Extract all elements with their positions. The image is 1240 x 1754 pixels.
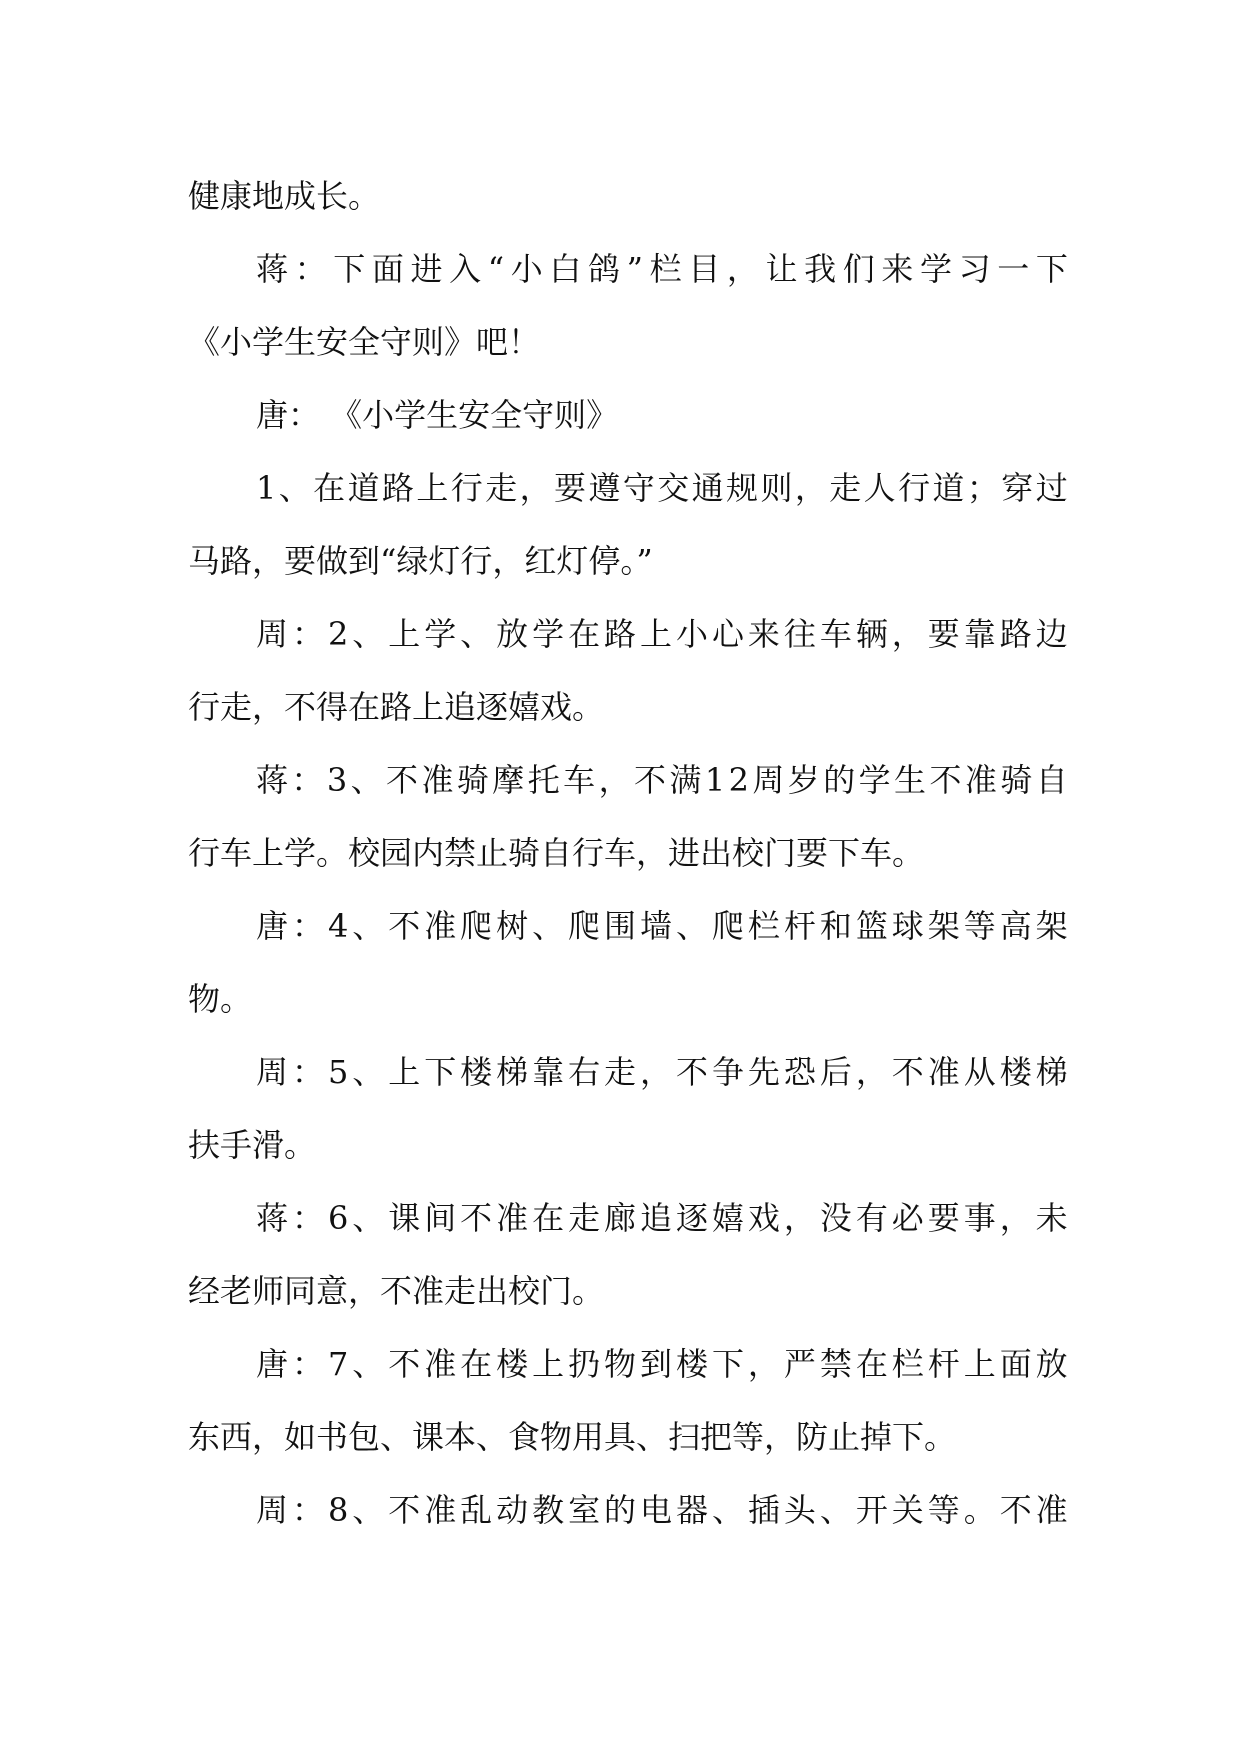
text-line: 唐： 《小学生安全守则》 [256,396,619,434]
text-line: 健康地成长。 [188,177,381,215]
text-line: 东西，如书包、课本、食物用具、扫把等，防止掉下。 [188,1418,957,1456]
text-line: 唐 ： 4 、 不 准 爬 树 、 爬 围 墙 、 爬 栏 杆 和 篮 球 架 等 高 架 [256,907,1068,945]
text-line: 蒋 ： 6 、 课 间 不 准 在 走 廊 追 逐 嬉 戏 ， 没 有 必 要 事 ， 未 [256,1199,1068,1237]
text-line: 扶手滑。 [188,1126,317,1164]
text-line: 马路，要做到“绿灯行，红灯停。” [188,542,653,580]
text-line: 行车上学。校园内禁止骑自行车，进出校门要下车。 [188,834,925,872]
text-line: 周 ： 5 、 上 下 楼 梯 靠 右 走 ， 不 争 先 恐 后 ， 不 准 从 楼 梯 [256,1053,1068,1091]
text-line: 蒋 ： 下 面 进 入 “ 小 白 鸽 ” 栏 目 ， 让 我 们 来 学 习 一 下 [256,250,1068,288]
text-line: 经老师同意，不准走出校门。 [188,1272,605,1310]
text-line: 蒋 ： 3 、 不 准 骑 摩 托 车 ， 不 满 1 2 周 岁 的 学 生 不 准 骑 自 [256,761,1068,799]
text-line: 物。 [188,980,253,1018]
text-line: 行走，不得在路上追逐嬉戏。 [188,688,605,726]
text-line: 周 ： 2 、 上 学 、 放 学 在 路 上 小 心 来 往 车 辆 ， 要 靠 路 边 [256,615,1068,653]
text-line: 《小学生安全守则》吧！ [188,323,541,361]
text-line: 周 ： 8 、 不 准 乱 动 教 室 的 电 器 、 插 头 、 开 关 等 。 不 准 [256,1491,1068,1529]
text-line: 唐 ： 7 、 不 准 在 楼 上 扔 物 到 楼 下 ， 严 禁 在 栏 杆 上 面 放 [256,1345,1068,1383]
text-line: 1 、 在 道 路 上 行 走 ， 要 遵 守 交 通 规 则 ， 走 人 行 道 ； 穿 过 [256,469,1068,507]
